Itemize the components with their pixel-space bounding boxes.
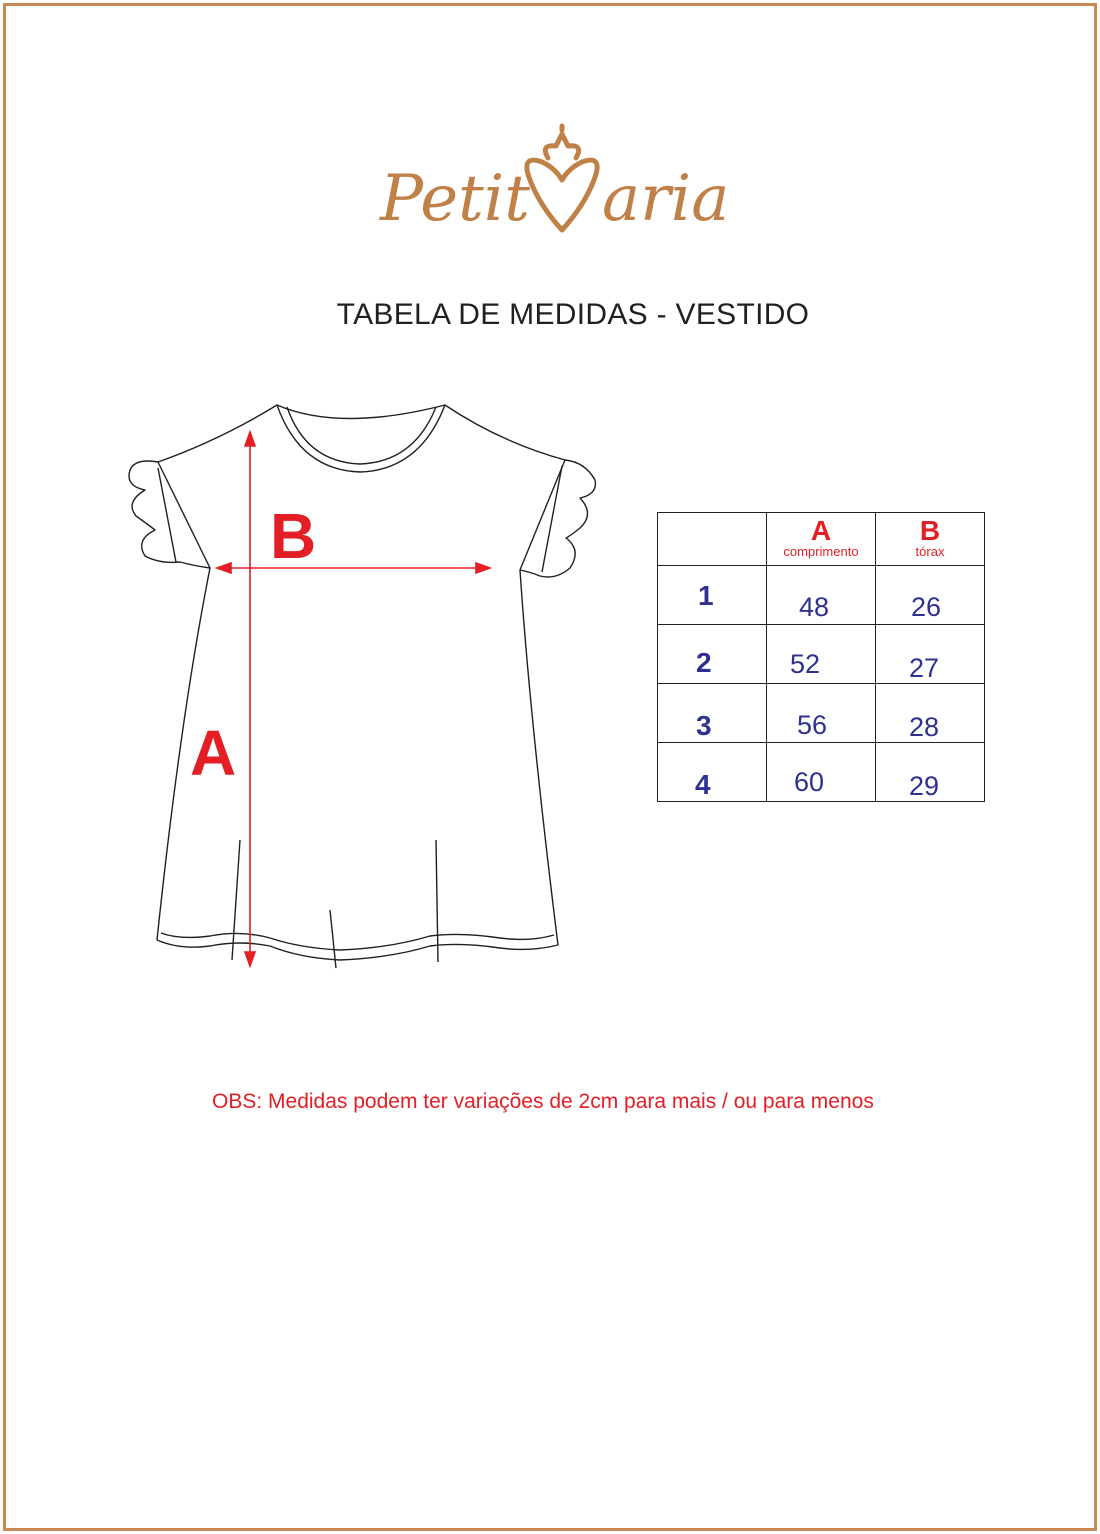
label-a: A <box>190 717 237 789</box>
petit-maria-logo <box>370 120 770 250</box>
value-b: 29 <box>909 771 940 801</box>
header-empty-cell <box>658 513 767 566</box>
value-b: 26 <box>911 592 942 622</box>
value-b: 27 <box>909 653 940 683</box>
header-a-sub: comprimento <box>783 544 859 559</box>
table-header-row <box>658 513 985 566</box>
table-row <box>658 625 985 684</box>
header-b-sub: tórax <box>915 544 945 559</box>
value-b: 28 <box>909 712 940 742</box>
value-a: 60 <box>794 767 825 797</box>
size-label: 3 <box>696 710 712 741</box>
page-title: TABELA DE MEDIDAS - VESTIDO <box>336 298 810 331</box>
table-row <box>658 566 985 625</box>
value-a: 52 <box>790 649 821 679</box>
header-b-letter: B <box>919 515 941 546</box>
table-row <box>658 684 985 743</box>
header-a-letter: A <box>810 515 832 546</box>
svg-text:aria: aria <box>602 162 730 236</box>
size-label: 1 <box>698 580 714 611</box>
size-label: 2 <box>696 647 712 678</box>
size-label: 4 <box>695 769 711 800</box>
value-a: 56 <box>797 710 828 740</box>
table-row <box>658 743 985 802</box>
size-table <box>657 512 985 802</box>
measurement-note: OBS: Medidas podem ter variações de 2cm para mais / ou para menos <box>212 1090 874 1113</box>
label-b: B <box>270 500 317 572</box>
svg-text:Petit: Petit <box>380 162 530 236</box>
dress-diagram <box>100 390 640 990</box>
header-b-cell <box>876 513 985 566</box>
header-a-cell <box>767 513 876 566</box>
value-a: 48 <box>799 592 830 622</box>
